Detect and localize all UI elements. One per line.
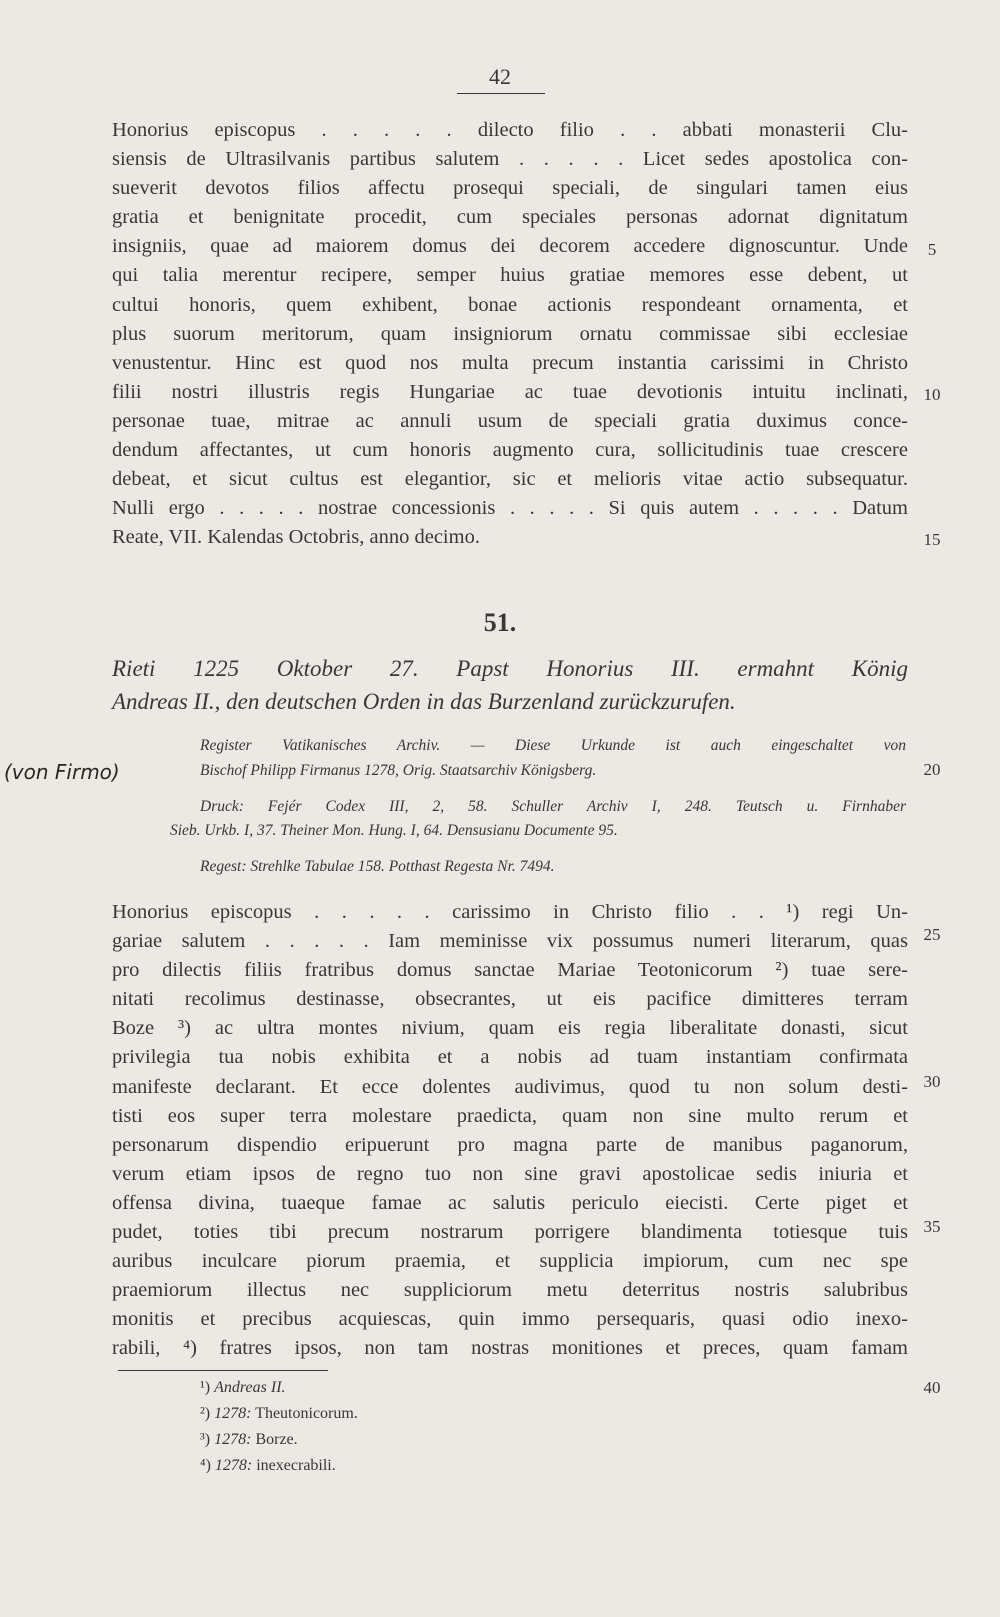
regest-line: Andreas II., den deutschen Orden in das Burzenland zurückzurufen.	[112, 689, 736, 714]
text-line: pro dilectis filiis fratribus domus sanctae Mariae Teotonicorum ²) tuae sere-	[112, 959, 908, 982]
footnote	[200, 1427, 298, 1453]
text-line: Nulli ergo . . . . . nostrae concessionis . . . . . Si quis autem . . . . . Datum	[112, 497, 908, 520]
source-line: Bischof Philipp Firmanus 1278, Orig. Staatsarchiv Königsberg.	[200, 762, 597, 779]
footnote-mark: ¹)	[200, 1379, 211, 1396]
text-line: cultui honoris, quem exhibent, bonae actionis respondeant ornamenta, et	[112, 293, 908, 316]
text-line: personarum dispendio eripuerunt pro magna parte de manibus paganorum,	[112, 1133, 908, 1156]
footnote-mark: ³)	[200, 1431, 211, 1448]
text-line: Honorius episcopus . . . . . dilecto filio . . abbati monasterii Clu-	[112, 119, 908, 141]
line-number: 30	[923, 1072, 941, 1091]
text-line: venustentur. Hinc est quod nos multa precum instantia carissimi in Christo	[112, 351, 908, 374]
source-line: Register Vatikanisches Archiv. — Diese Urkunde ist auch eingeschaltet von	[200, 737, 906, 754]
text-line: verum etiam ipsos de regno tuo non sine gravi apostolicae sedis iniuria et	[112, 1162, 908, 1185]
regest-line: Rieti 1225 Oktober 27. Papst Honorius III. ermahnt König	[112, 656, 908, 681]
text-line: offensa divina, tuaeque famae ac salutis periculo eiecisti. Certe piget et	[112, 1191, 908, 1214]
footnote-text: Borze.	[255, 1431, 298, 1448]
text-line: plus suorum meritorum, quam insigniorum ornatu commissae sibi ecclesiae	[112, 322, 908, 345]
regest-heading	[112, 652, 908, 718]
text-line: praemiorum illectus nec suppliciorum metu deterritus nostris salubribus	[112, 1279, 908, 1302]
text-line: rabili, ⁴) fratres ipsos, non tam nostras monitiones et preces, quam famam	[112, 1337, 908, 1360]
text-line: qui talia merentur recipere, semper huius gratiae memores esse debent, ut	[112, 264, 908, 287]
handwritten-note: (von Firmo)	[4, 760, 120, 784]
footnote	[200, 1375, 286, 1401]
section2-text	[112, 898, 908, 1364]
footnote-mark: ⁴)	[200, 1457, 211, 1474]
text-line: nitati recolimus destinasse, obsecrantes, ut eis pacifice dimitteres terram	[112, 988, 908, 1011]
text-line: manifeste declarant. Et ecce dolentes audivimus, quod tu non solum desti-	[112, 1075, 908, 1098]
text-line: auribus inculcare piorum praemia, et supplicia impiorum, cum nec spe	[112, 1250, 908, 1273]
text-line: insigniis, quae ad maiorem domus dei decorem accedere dignoscuntur. Unde	[112, 235, 908, 258]
page-number-rule	[457, 93, 545, 94]
line-number: 20	[923, 760, 941, 779]
page-number: 42	[489, 64, 511, 89]
footnote-ref: 1278:	[214, 1405, 252, 1422]
text-line: gariae salutem . . . . . Iam meminisse vix possumus numeri literarum, quas	[112, 930, 908, 953]
footnote-text: Theutonicorum.	[255, 1405, 358, 1422]
line-number: 15	[923, 530, 941, 549]
footnote	[200, 1453, 336, 1479]
text-line: sueverit devotos filios affectu prosequi speciali, de singulari tamen eius	[112, 177, 908, 200]
footnote-rule	[118, 1370, 328, 1371]
line-number: 5	[927, 240, 937, 259]
text-line: privilegia tua nobis exhibita et a nobis ad tuam instantiam confirmata	[112, 1046, 908, 1069]
handwritten-annotation	[4, 760, 120, 784]
footnote-mark: ²)	[200, 1405, 211, 1422]
footnote-text: inexecrabili.	[256, 1457, 336, 1474]
document-number: 51.	[483, 608, 517, 637]
druck-line: Druck: Fejér Codex III, 2, 58. Schuller Archiv I, 248. Teutsch u. Firnhaber	[200, 798, 906, 815]
section1-text	[112, 116, 908, 552]
footnote	[200, 1401, 358, 1427]
text-line: filii nostri illustris regis Hungariae ac tuae devotionis intuitu inclinati,	[112, 380, 908, 403]
text-line: tisti eos super terra molestare praedicta, quam non sine multo rerum et	[112, 1104, 908, 1127]
footnote-ref: 1278:	[214, 1457, 253, 1474]
druck-line: Sieb. Urkb. I, 37. Theiner Mon. Hung. I, 64. Densusianu Documente 95.	[170, 822, 618, 839]
text-line: gratia et benignitate procedit, cum speciales personas adornat dignitatum	[112, 206, 908, 229]
text-line: siensis de Ultrasilvanis partibus salutem . . . . . Licet sedes apostolica con-	[112, 148, 908, 171]
text-line: monitis et precibus acquiescas, quin immo persequaris, quasi odio inexo-	[112, 1308, 908, 1331]
line-number: 35	[923, 1217, 941, 1236]
line-number: 25	[923, 925, 941, 944]
regest-reference: Regest: Strehlke Tabulae 158. Potthast Regesta Nr. 7494.	[200, 858, 555, 875]
text-line: pudet, toties tibi precum nostrarum porrigere blandimenta totiesque tuis	[112, 1221, 908, 1244]
text-line: dendum affectantes, ut cum honoris augmento cura, sollicitudinis tuae crescere	[112, 439, 908, 462]
text-line: Honorius episcopus . . . . . carissimo in Christo filio . . ¹) regi Un-	[112, 901, 908, 923]
footnote-ref: Andreas II.	[214, 1379, 286, 1396]
text-line: debeat, et sicut cultus est elegantior, sic et melioris vitae actio subsequatur.	[112, 468, 908, 491]
line-number: 40	[923, 1378, 941, 1397]
text-line: personae tuae, mitrae ac annuli usum de speciali gratia duximus conce-	[112, 409, 908, 432]
line-number: 10	[923, 385, 941, 404]
text-line: Boze ³) ac ultra montes nivium, quam eis regia liberalitate donasti, sicut	[112, 1017, 908, 1040]
footnote-ref: 1278:	[214, 1431, 252, 1448]
text-line: Reate, VII. Kalendas Octobris, anno decimo.	[112, 526, 480, 549]
